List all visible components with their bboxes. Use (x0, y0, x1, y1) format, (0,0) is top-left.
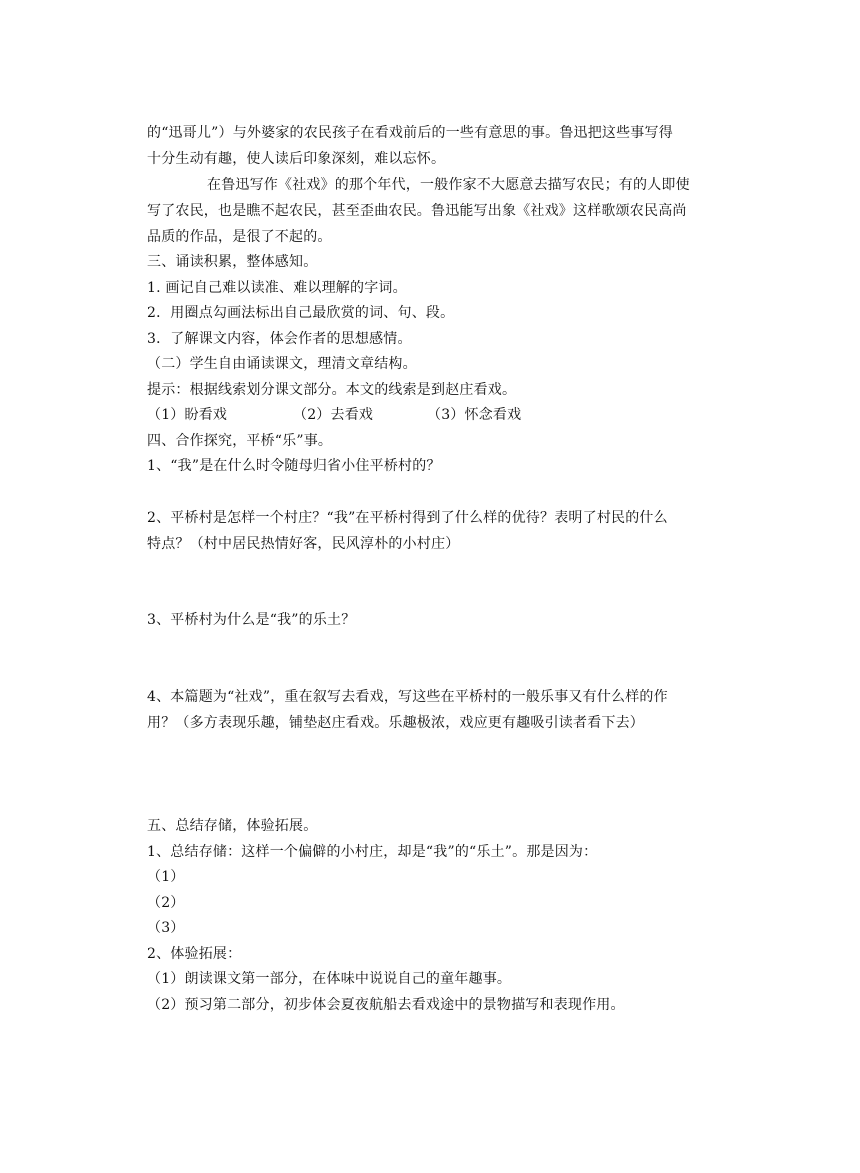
text-line: 品质的作品，是很了不起的。 (147, 229, 332, 245)
text-line: 2．用圈点勾画法标出自己最欣赏的词、句、段。 (147, 305, 455, 321)
structure-item: （3）怀念看戏 (427, 407, 522, 423)
text-line: 3．了解课文内容，体会作者的思想感情。 (147, 331, 412, 347)
structure-item: （1）盼看戏 (147, 407, 228, 423)
text-line: （1） (147, 869, 185, 885)
question-line: 3、平桥村为什么是“我”的乐土？ (147, 612, 356, 628)
text-line: （1）朗读课文第一部分，在体味中说说自己的童年趣事。 (147, 971, 512, 987)
section-heading: 五、总结存储，体验拓展。 (147, 818, 318, 834)
text-line: 1. 画记自己难以读准、难以理解的字词。 (147, 280, 407, 296)
text-line: 在鲁迅写作《社戏》的那个年代，一般作家不大愿意去描写农民；有的人即使 (207, 177, 690, 193)
text-line: 提示：根据线索划分课文部分。本文的线索是到赵庄看戏。 (147, 382, 517, 398)
question-line: 1、“我”是在什么时令随母归省小住平桥村的？ (147, 458, 441, 474)
structure-item: （2）去看戏 (293, 407, 374, 423)
text-line: （2）预习第二部分，初步体会夏夜航船去看戏途中的景物描写和表现作用。 (147, 997, 625, 1013)
text-line: （3） (147, 920, 185, 936)
text-line: 写了农民，也是瞧不起农民，甚至歪曲农民。鲁迅能写出象《社戏》这样歌颂农民高尚 (147, 203, 687, 219)
text-line: 2、体验拓展： (147, 946, 242, 962)
text-line: 1、总结存储：这样一个偏僻的小村庄，却是“我”的“乐土”。那是因为： (147, 844, 598, 860)
question-line: 2、平桥村是怎样一个村庄？“我”在平桥村得到了什么样的优待？表明了村民的什么 (147, 510, 668, 526)
text-line: 特点？（村中居民热情好客，民风淳朴的小村庄） (147, 536, 460, 552)
text-line: 的“迅哥儿”）与外婆家的农民孩子在看戏前后的一些有意思的事。鲁迅把这些事写得 (147, 125, 673, 141)
text-line: （二）学生自由诵读课文，理清文章结构。 (147, 356, 417, 372)
section-heading: 四、合作探究，平桥“乐”事。 (147, 433, 333, 449)
text-line: 用？（多方表现乐趣，铺垫赵庄看戏。乐趣极浓，戏应更有趣吸引读者看下去） (147, 715, 644, 731)
structure-row (147, 406, 521, 424)
text-line: （2） (147, 895, 185, 911)
section-heading: 三、诵读积累，整体感知。 (147, 254, 318, 270)
text-line: 十分生动有趣，使人读后印象深刻，难以忘怀。 (147, 151, 446, 167)
question-line: 4、本篇题为“社戏”，重在叙写去看戏，写这些在平桥村的一般乐事又有什么样的作 (147, 689, 668, 705)
